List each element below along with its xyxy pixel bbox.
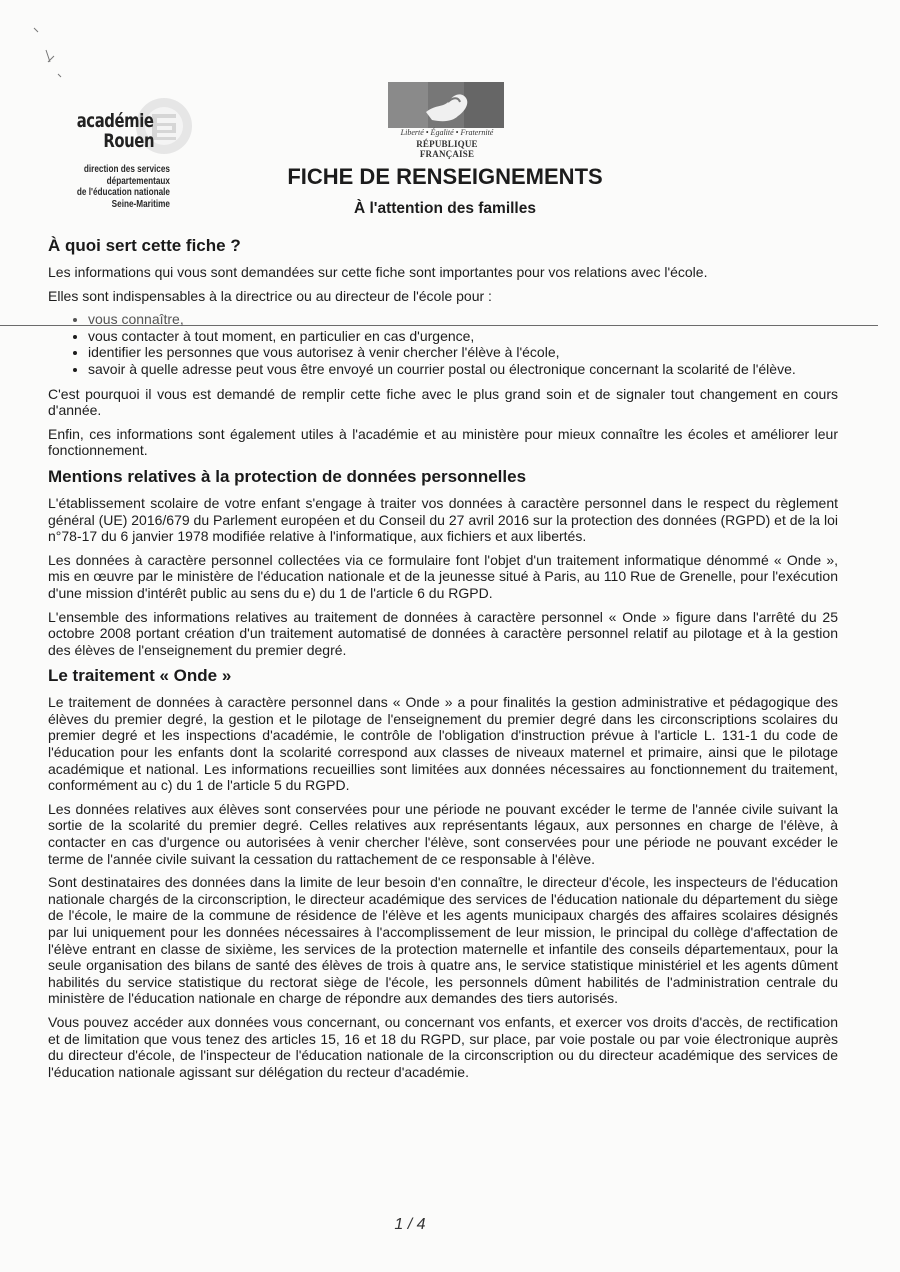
paragraph: Elles sont indispensables à la directrice ou au directeur de l'école pour : — [48, 287, 492, 304]
page-title: FICHE DE RENSEIGNEMENTS — [287, 164, 603, 189]
paragraph: Les données à caractère personnel collectées via ce formulaire font l'objet d'un traitement informatique dénommé « Onde », mis en œuvre par le ministère de l'éducation nationale et de la jeunesse situé à Paris, au 110 Rue de Grenelle, pour l'exécution d'une mission d'intérêt public au sens du e) du 1 de l'article 6 du RGPD. — [48, 551, 838, 601]
page-number: 1 / 4 — [394, 1216, 426, 1233]
academie-logo-block — [50, 88, 200, 218]
paragraph: Vous pouvez accéder aux données vous concernant, ou concernant vos enfants, et exercer vos droits d'accès, de rectification et de limitation que vous tenez des articles 15, 16 et 18 du RGPD, sur place, par voie postale ou par voie électronique auprès du directeur d'école, de l'inspecteur de l'éducation nationale de la circonscription ou du directeur académique des services de l'éducation nationale agissant sur délégation du recteur d'académie. — [48, 1013, 838, 1080]
paragraph: L'établissement scolaire de votre enfant s'engage à traiter vos données à caractère personnel dans le respect du règlement général (UE) 2016/679 du Parlement européen et du Conseil du 27 avril 2016 sur la protection des données (RGPD) et de la loi n°78-17 du 6 janvier 1978 modifiée relative à l'informatique, aux fichiers et aux libertés. — [48, 494, 838, 545]
paragraph: Les informations qui vous sont demandées sur cette fiche sont importantes pour vos relations avec l'école. — [48, 264, 708, 280]
purpose-list — [48, 311, 838, 377]
section-heading-onde: Le traitement « Onde » — [48, 666, 232, 686]
paragraph: Sont destinataires des données dans la limite de leur besoin d'en connaître, le directeur d'école, les inspecteurs de l'éducation nationale chargés de la circonscription, le directeur académique des services de l'éducation nationale du département du siège de l'école, le maire de la commune de résidence de l'élève et les agents municipaux chargés des affaires scolaires désignés par lui uniquement pour les données nécessaires à l'accomplissement de leur mission, le principal du collège d'affectation de l'élève entrant en classe de sixième, les services de la protection maternelle et infantile des conseils départementaux, pour la seule organisation des bilans de santé des élèves de trois à quatre ans, le service statistique ministériel et les agents dûment habilités du service statistique du rectorat siège de l'école, les personnels dûment habilités de l'administration centrale du ministère de l'éducation nationale en charge de répondre aux demandes des tiers autorisés. — [48, 874, 838, 1007]
paragraph: C'est pourquoi il vous est demandé de remplir cette fiche avec le plus grand soin et de signaler tout changement en cours d'année. — [48, 385, 838, 419]
academie-city: Rouen — [103, 130, 154, 152]
scan-artifact — [28, 10, 68, 80]
list-item: • savoir à quelle adresse peut vous être envoyé un courrier postal ou électronique concernant la scolarité de l'élève. — [88, 361, 838, 378]
paragraph: Enfin, ces informations sont également utiles à l'académie et au ministère pour mieux connaître les écoles et améliorer leur fonctionnement. — [48, 425, 838, 459]
list-item: • vous contacter à tout moment, en particulier en cas d'urgence, — [88, 328, 838, 345]
document-body — [48, 236, 838, 1087]
marianne-logo-icon — [388, 82, 504, 128]
paragraph: Les données relatives aux élèves sont conservées pour une période ne pouvant excéder le terme de l'année civile suivant la sortie de la scolarité du premier degré. Celles relatives aux représentants légaux, aux personnes en charge de l'élève, à contacter en cas d'urgence ou autorisées à venir chercher l'élève, sont conservées pour une période ne pouvant excéder le terme de l'année civile suivant la cessation du rattachement de ce responsable à l'élève. — [48, 800, 838, 867]
service-name: direction des services départementaux de l'éducation nationale Seine-Maritime — [76, 164, 170, 210]
list-item: • identifier les personnes que vous autorisez à venir chercher l'élève à l'école, — [88, 344, 838, 361]
academie-wordmark: académie — [77, 110, 154, 132]
list-item: • vous connaître, — [88, 311, 838, 328]
section-heading-privacy: Mentions relatives à la protection de données personnelles — [48, 466, 527, 486]
republic-motto: Liberté • Égalité • Fraternité — [400, 128, 494, 137]
paragraph: L'ensemble des informations relatives au traitement de données à caractère personnel « Onde » figure dans l'arrêté du 25 octobre 2008 portant création d'un traitement automatisé de données à caractère personnel relatif au pilotage et à la gestion des élèves de l'enseignement du premier degré. — [48, 608, 838, 658]
section-heading-purpose: À quoi sert cette fiche ? — [48, 236, 241, 255]
page-subtitle: À l'attention des familles — [354, 200, 536, 217]
republic-name: RÉPUBLIQUE FRANÇAISE — [416, 139, 478, 159]
paragraph: Le traitement de données à caractère personnel dans « Onde » a pour finalités la gestion administrative et pédagogique des élèves du premier degré, la gestion et le pilotage de l'enseignement du premier degré dans les circonscriptions scolaires du premier degré et les inspections d'académie, le contrôle de l'obligation d'instruction prévue à l'article L. 131-1 du code de l'éducation pour les enfants dont la scolarité correspond aux classes de niveaux maternel et primaire, ainsi que le pilotage académique et national. Les informations recueillies sont limitées aux données nécessaires au fonctionnement du traitement, conformément au c) du 1 de l'article 5 du RGPD. — [48, 694, 838, 794]
